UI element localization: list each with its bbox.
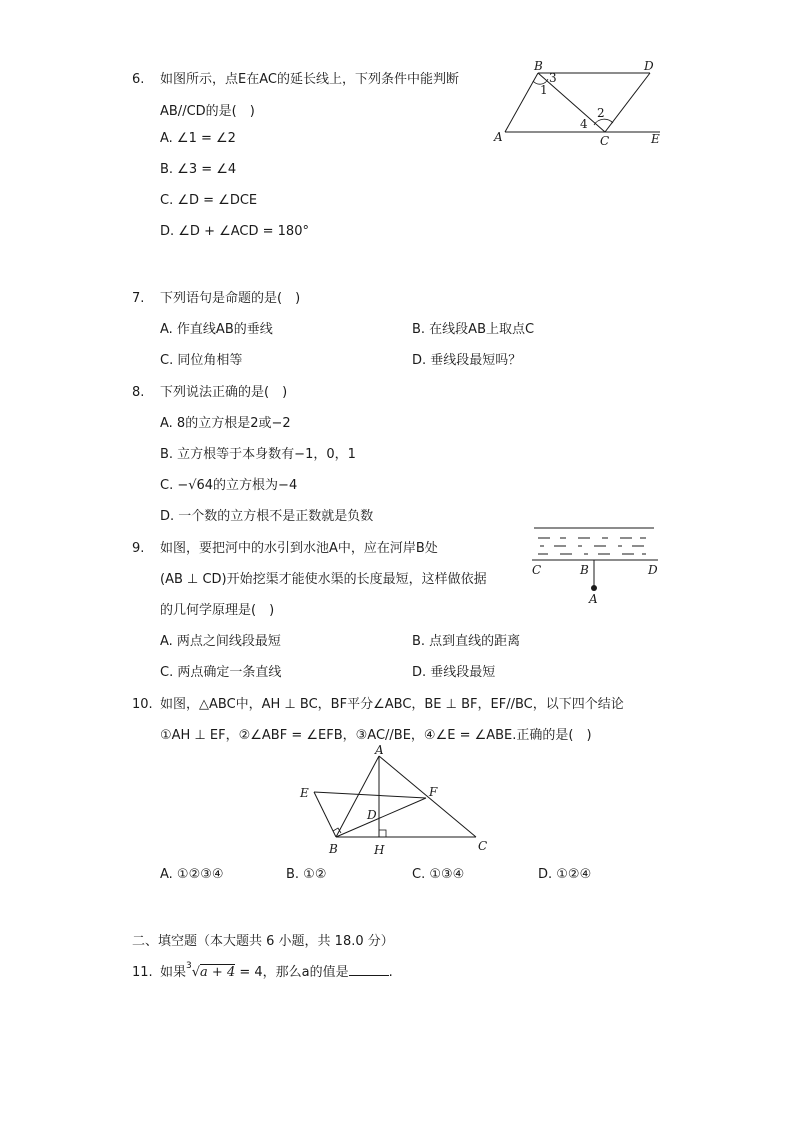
right-angle-h xyxy=(379,830,386,837)
q6-stem-line2: AB//CD的是( ) xyxy=(160,104,255,119)
q9-label-a: A xyxy=(589,592,598,606)
q6-label-3: 3 xyxy=(549,71,557,85)
q10-label-d: D xyxy=(367,808,377,822)
q10-label-a: A xyxy=(375,743,384,757)
q11-middle: = 4，那么a的值是 xyxy=(235,965,349,980)
q10-number: 10. xyxy=(132,697,153,712)
q10-text-line1: 如图，△ABC中，AH ⊥ BC，BF平分∠ABC，BE ⊥ BF，EF//BC，以下四个结论 xyxy=(160,697,624,712)
q6-label-d: D xyxy=(644,59,654,73)
q11-stem xyxy=(132,961,393,980)
q11-radicand: a + 4 xyxy=(200,965,236,980)
q10-label-c: C xyxy=(478,839,488,853)
q7-option-d: D. 垂线段最短吗？ xyxy=(412,353,522,368)
q11-prefix: 如果 xyxy=(160,965,187,980)
q6-label-4: 4 xyxy=(580,117,588,131)
q9-figure xyxy=(528,520,668,610)
q7-option-a: A. 作直线AB的垂线 xyxy=(160,322,273,337)
q8-option-a: A. 8的立方根是2或−2 xyxy=(160,416,291,431)
q6-label-e: E xyxy=(651,132,660,146)
q8-stem xyxy=(132,381,287,400)
q11-answer-blank[interactable] xyxy=(349,963,389,976)
q6-option-d: D. ∠D + ∠ACD = 180° xyxy=(160,224,309,239)
q9-label-b: B xyxy=(580,563,589,577)
q7-option-b: B. 在线段AB上取点C xyxy=(412,322,535,337)
q10-label-f: F xyxy=(429,785,438,799)
q6-label-1: 1 xyxy=(540,83,548,97)
q9-stem-line3: 的几何学原理是( ) xyxy=(160,603,275,618)
q10-option-a: A. ①②③④ xyxy=(160,867,224,882)
q9-option-d: D. 垂线段最短 xyxy=(412,665,496,680)
q9-number: 9. xyxy=(132,541,145,556)
q10-option-d: D. ①②④ xyxy=(538,867,592,882)
q6-number: 6. xyxy=(132,72,145,87)
q10-label-b: B xyxy=(329,842,338,856)
q10-label-e: E xyxy=(300,786,309,800)
q6-option-c: C. ∠D = ∠DCE xyxy=(160,193,258,208)
pool-point-a xyxy=(591,585,597,591)
q9-stem-line1 xyxy=(132,537,438,556)
q8-text: 下列说法正确的是( ) xyxy=(160,385,288,400)
q7-option-c: C. 同位角相等 xyxy=(160,353,243,368)
q7-text: 下列语句是命题的是( ) xyxy=(160,291,301,306)
q6-label-2: 2 xyxy=(597,106,605,120)
q6-stem-line1 xyxy=(132,68,459,87)
river-water-dashes xyxy=(538,538,646,554)
q8-option-b: B. 立方根等于本身数有−1，0，1 xyxy=(160,447,356,462)
radical-icon: √ xyxy=(191,965,201,980)
q10-option-c: C. ①③④ xyxy=(412,867,465,882)
q6-label-c: C xyxy=(600,134,610,148)
q11-cube-root: 3 xyxy=(186,961,192,971)
q9-stem-line2: (AB ⊥ CD)开始挖渠才能使水渠的长度最短，这样做依据 xyxy=(160,572,487,587)
q9-option-b: B. 点到直线的距离 xyxy=(412,634,521,649)
q10-stem-line2: ①AH ⊥ EF，②∠ABF = ∠EFB，③AC//BE，④∠E = ∠ABE.正确的是( ) xyxy=(160,728,592,743)
q7-stem xyxy=(132,287,300,306)
q10-figure xyxy=(296,742,496,860)
q8-option-c: C. −√64的立方根为−4 xyxy=(160,478,298,493)
q9-label-c: C xyxy=(532,563,542,577)
q10-option-b: B. ①② xyxy=(286,867,327,882)
q10-label-h: H xyxy=(374,843,385,857)
q9-label-d: D xyxy=(648,563,658,577)
q9-option-c: C. 两点确定一条直线 xyxy=(160,665,282,680)
q6-option-a: A. ∠1 = ∠2 xyxy=(160,131,236,146)
q11-number: 11. xyxy=(132,965,153,980)
q6-option-b: B. ∠3 = ∠4 xyxy=(160,162,237,177)
q7-number: 7. xyxy=(132,291,145,306)
q8-option-d: D. 一个数的立方根不是正数就是负数 xyxy=(160,509,374,524)
q9-text-line1: 如图，要把河中的水引到水池A中，应在河岸B处 xyxy=(160,541,438,556)
q10-stem-line1 xyxy=(132,693,624,712)
q6-label-b: B xyxy=(534,59,543,73)
section-title-fill-in: 二、填空题（本大题共 6 小题，共 18.0 分） xyxy=(132,934,394,949)
q11-suffix: . xyxy=(388,965,393,980)
q9-option-a: A. 两点之间线段最短 xyxy=(160,634,281,649)
q6-figure xyxy=(490,55,670,155)
q6-text-line1: 如图所示，点E在AC的延长线上，下列条件中能判断 xyxy=(160,72,459,87)
q8-number: 8. xyxy=(132,385,145,400)
q6-label-a: A xyxy=(494,130,503,144)
